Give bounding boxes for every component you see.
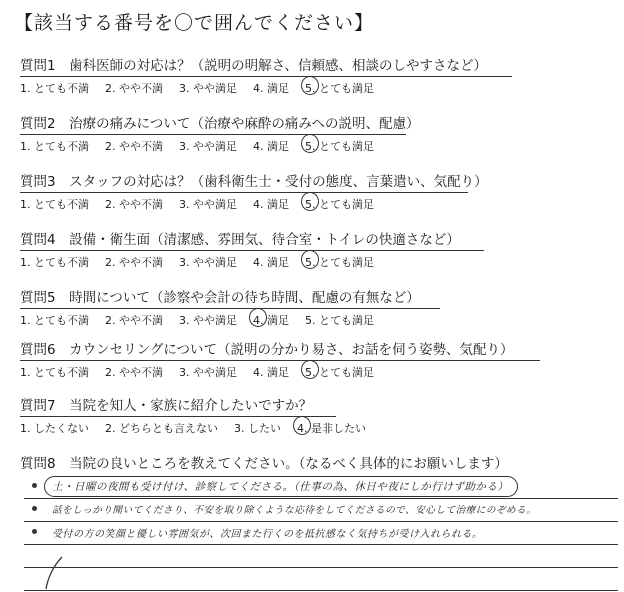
option-3[interactable]: 3. やや満足 [179,198,237,211]
bullet-icon [32,483,37,488]
option-1[interactable]: 1. とても不満 [20,140,89,153]
question-6 [20,338,610,380]
question-7-label: 質問7 当院を知人・家族に紹介したいですか？ [20,394,610,414]
option-5-selected[interactable]: 5. とても満足 [305,198,374,211]
option-1[interactable]: 1. とても不満 [20,82,89,95]
option-5-selected[interactable]: 5. とても満足 [305,256,374,269]
answer-line [24,499,618,522]
answer-line [24,476,618,499]
label-underline [20,76,512,77]
page-title: 【該当する番号を〇で囲んでください】 [14,12,375,34]
label-underline [20,134,406,135]
option-3[interactable]: 3. やや満足 [179,82,237,95]
question-3-label: 質問3 スタッフの対応は？（歯科衛生士・受付の態度、言葉遣い、気配り） [20,170,610,190]
answer-line [24,568,618,591]
option-2[interactable]: 2. やや不満 [105,140,163,153]
answer-options [20,80,610,96]
option-1[interactable]: 1. とても不満 [20,314,89,327]
answer-line [24,545,618,568]
option-1[interactable]: 1. とても不満 [20,198,89,211]
option-4[interactable]: 4. 満足 [253,140,289,153]
question-1 [20,54,610,96]
option-2[interactable]: 2. やや不満 [105,256,163,269]
option-1[interactable]: 1. とても不満 [20,256,89,269]
option-3[interactable]: 3. したい [234,422,281,435]
question-3 [20,170,610,212]
handwritten-answer-1: 土・日曜の夜間も受け付け、診察してくださる。（仕事の為、休日や夜にしか行けず助かる） [52,479,508,494]
option-5[interactable]: 5. とても満足 [305,314,374,327]
option-4[interactable]: 4. 満足 [253,366,289,379]
answer-line [24,522,618,545]
question-5 [20,286,610,328]
answer-options [20,196,610,212]
option-2[interactable]: 2. やや不満 [105,198,163,211]
label-underline [20,192,468,193]
option-5-selected[interactable]: 5. とても満足 [305,366,374,379]
option-4-selected[interactable]: 4. 満足 [253,314,289,327]
pen-stroke-mark [40,555,70,591]
option-4[interactable]: 4. 満足 [253,256,289,269]
option-5-selected[interactable]: 5. とても満足 [305,140,374,153]
option-5-selected[interactable]: 5. とても満足 [305,82,374,95]
question-8-label: 質問8 当院の良いところを教えてください。（なるべく具体的にお願いします） [20,456,508,472]
option-4-selected[interactable]: 4. 是非したい [297,422,366,435]
option-4[interactable]: 4. 満足 [253,198,289,211]
question-4-label: 質問4 設備・衛生面（清潔感、雰囲気、待合室・トイレの快適さなど） [20,228,610,248]
label-underline [20,416,336,417]
answer-options [20,364,610,380]
option-3[interactable]: 3. やや満足 [179,366,237,379]
handwritten-answer-3: 受付の方の笑顔と優しい雰囲気が、次回また行くのを抵抗感なく気持ちが受け入れられる。 [52,529,483,540]
question-4 [20,228,610,270]
answer-lines [24,476,618,591]
label-underline [20,308,440,309]
answer-options [20,312,610,328]
option-3[interactable]: 3. やや満足 [179,256,237,269]
option-2[interactable]: 2. やや不満 [105,82,163,95]
option-3[interactable]: 3. やや満足 [179,314,237,327]
handwritten-answer-2: 話をしっかり聞いてくださり、不安を取り除くような応待をしてくださるので、安心して治療にのぞめる。 [52,505,537,516]
label-underline [20,250,484,251]
bullet-icon [32,506,37,511]
question-5-label: 質問5 時間について（診察や会計の待ち時間、配慮の有無など） [20,286,610,306]
circle-mark [44,476,518,497]
option-2[interactable]: 2. どちらとも言えない [105,422,218,435]
option-1[interactable]: 1. したくない [20,422,89,435]
option-4[interactable]: 4. 満足 [253,82,289,95]
option-3[interactable]: 3. やや満足 [179,140,237,153]
answer-options [20,420,610,436]
question-6-label: 質問6 カウンセリングについて（説明の分かり易さ、お話を伺う姿勢、気配り） [20,338,610,358]
option-1[interactable]: 1. とても不満 [20,366,89,379]
question-1-label: 質問1 歯科医師の対応は？（説明の明解さ、信頼感、相談のしやすさなど） [20,54,610,74]
question-7 [20,394,610,436]
answer-options [20,254,610,270]
answer-options [20,138,610,154]
label-underline [20,360,540,361]
question-2-label: 質問2 治療の痛みについて（治療や麻酔の痛みへの説明、配慮） [20,112,610,132]
option-2[interactable]: 2. やや不満 [105,314,163,327]
question-8 [20,452,610,472]
question-2 [20,112,610,154]
bullet-icon [32,529,37,534]
option-2[interactable]: 2. やや不満 [105,366,163,379]
